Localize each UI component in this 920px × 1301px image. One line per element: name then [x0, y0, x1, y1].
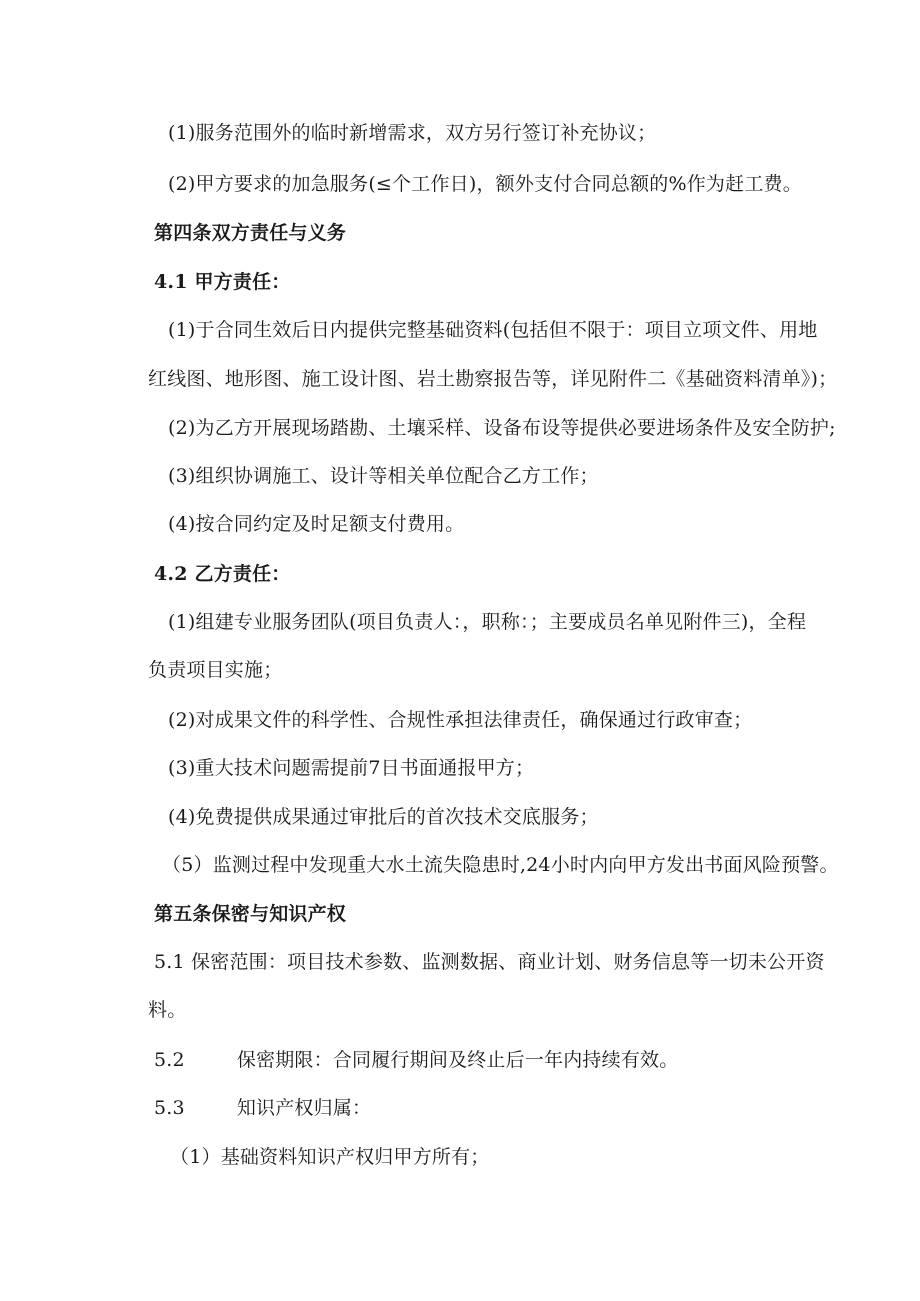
party-b-item-2: (2)对成果文件的科学性、合规性承担法律责任，确保通过行政审查；	[168, 709, 753, 731]
party-b-item-3: (3)重大技术问题需提前7日书面通报甲方；	[168, 757, 535, 779]
clause-5-3-number: 5.3	[154, 1097, 185, 1119]
clause-5-2	[154, 1048, 678, 1072]
article-4-title: 第四条双方责任与义务	[154, 222, 347, 244]
party-a-item-1-line-1: (1)于合同生效后日内提供完整基础资料(包括但不限于：项目立项文件、用地	[168, 319, 818, 341]
clause-5-2-text: 保密期限：合同履行期间及终止后一年内持续有效。	[236, 1049, 679, 1071]
party-a-item-2: (2)为乙方开展现场踏勘、土壤采样、设备布设等提供必要进场条件及安全防护;	[168, 417, 836, 439]
party-b-item-1-line-1: (1)组建专业服务团队(项目负责人：，职称：；主要成员名单见附件三)，全程	[168, 611, 807, 633]
party-b-item-5: （5）监测过程中发现重大水土流失隐患时,24小时内向甲方发出书面风险预警。	[162, 854, 839, 876]
party-a-item-1-line-2: 红线图、地形图、施工设计图、岩土勘察报告等，详见附件二《基础资料清单》)；	[148, 368, 838, 390]
clause-4-2-heading: 4.2 乙方责任：	[154, 563, 291, 585]
scope-extra-item-2: (2)甲方要求的加急服务(≤个工作日)，额外支付合同总额的%作为赶工费。	[168, 173, 802, 195]
party-b-item-4: (4)免费提供成果通过审批后的首次技术交底服务；	[168, 806, 599, 828]
clause-5-2-number: 5.2	[154, 1049, 185, 1071]
clause-5-1-line-1: 5.1 保密范围：项目技术参数、监测数据、商业计划、财务信息等一切未公开资	[154, 951, 825, 973]
party-a-item-4: (4)按合同约定及时足额支付费用。	[168, 513, 465, 535]
clause-4-1-heading: 4.1 甲方责任：	[154, 271, 291, 293]
clause-5-3-item-1: （1）基础资料知识产权归甲方所有；	[170, 1146, 490, 1168]
clause-5-3	[154, 1096, 371, 1120]
clause-5-3-text: 知识产权归属：	[236, 1097, 372, 1119]
clause-5-1-line-2: 料。	[148, 999, 187, 1021]
scope-extra-item-1: (1)服务范围外的临时新增需求，双方另行签订补充协议；	[168, 122, 657, 144]
article-5-title: 第五条保密与知识产权	[154, 903, 347, 925]
party-b-item-1-line-2: 负责项目实施；	[148, 659, 283, 681]
party-a-item-3: (3)组织协调施工、设计等相关单位配合乙方工作；	[168, 465, 599, 487]
